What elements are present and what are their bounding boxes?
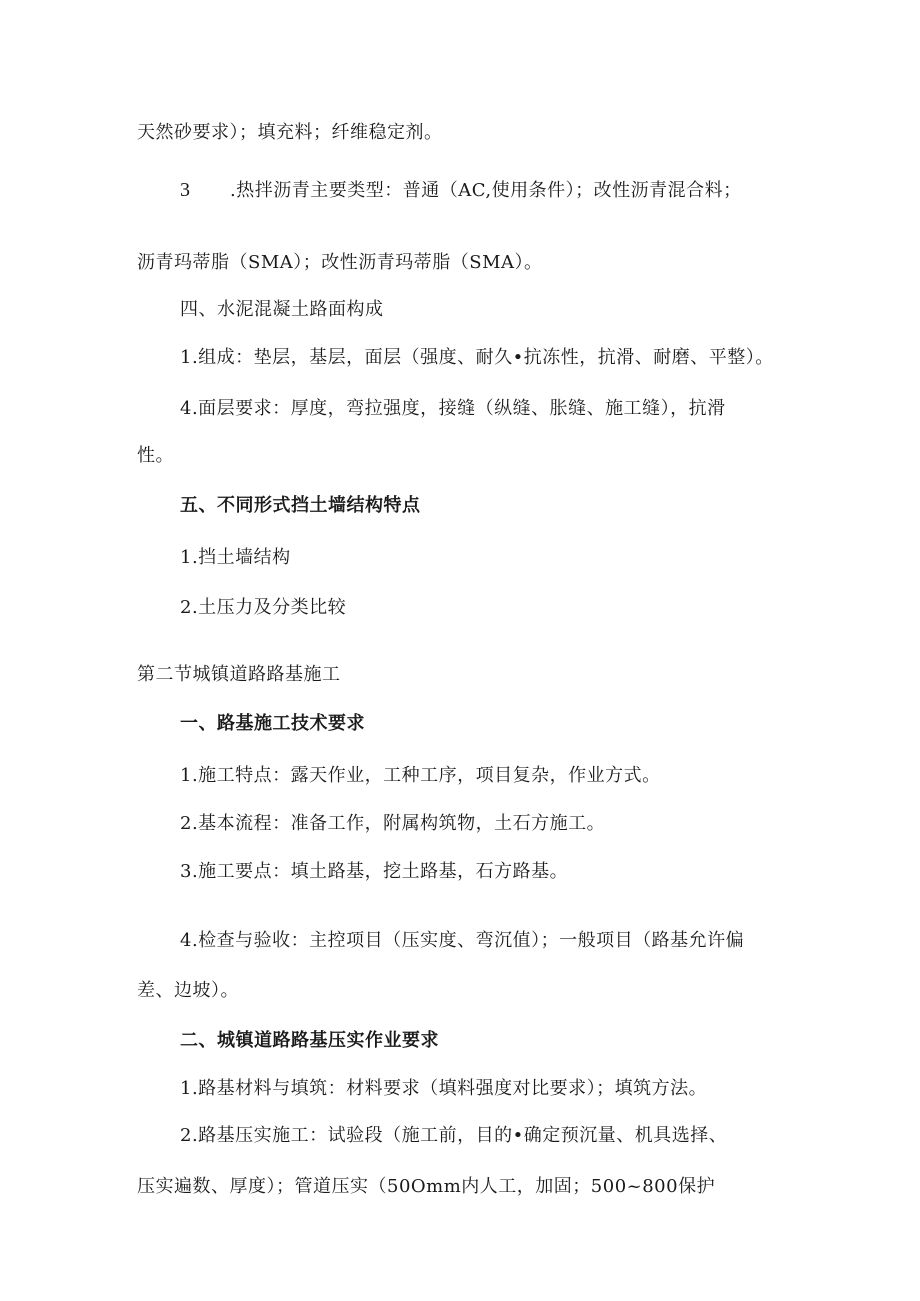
text-line-21: 压实遍数、厚度）；管道压实（50Omm内人工，加固；500~800保护 (137, 1176, 716, 1197)
chapter-heading: 第二节城镇道路路基施工 (137, 664, 341, 685)
text-line-15: 3.施工要点：填土路基，挖土路基，石方路基。 (180, 861, 569, 882)
section-heading-5: 五、不同形式挡土墙结构特点 (180, 495, 421, 516)
text-line-5: 1.组成：垫层，基层，面层（强度、耐久•抗冻性，抗滑、耐磨、平整）。 (180, 347, 774, 368)
text-line-14: 2.基本流程：准备工作，附属构筑物，土石方施工。 (180, 813, 606, 834)
text-line-20: 2.路基压实施工：试验段（施工前，目的•确定预沉量、机具选择、 (180, 1125, 728, 1146)
section-heading-1: 一、路基施工技术要求 (180, 713, 365, 734)
text-line-10: 2.土压力及分类比较 (180, 597, 347, 618)
text-line-13: 1.施工特点：露天作业，工种工序，项目复杂，作业方式。 (180, 765, 661, 786)
text-line-2: .热拌沥青主要类型：普通（AC,使用条件）；改性沥青混合料； (230, 180, 742, 201)
section-heading-2: 二、城镇道路路基压实作业要求 (180, 1030, 439, 1051)
text-line-16: 4.检查与验收：主控项目（压实度、弯沉值）；一般项目（路基允许偏 (180, 930, 745, 951)
section-heading-4: 四、水泥混凝土路面构成 (180, 299, 384, 320)
list-number-3: 3 (180, 179, 191, 201)
text-line-1: 天然砂要求）；填充料；纤维稳定剂。 (137, 122, 443, 143)
text-line-6: 4.面层要求：厚度，弯拉强度，接缝（纵缝、胀缝、施工缝），抗滑 (180, 398, 726, 419)
text-line-17: 差、边坡）。 (137, 980, 239, 1001)
text-line-7: 性。 (137, 445, 174, 466)
text-line-9: 1.挡土墙结构 (180, 547, 291, 568)
text-line-19: 1.路基材料与填筑：材料要求（填料强度对比要求）；填筑方法。 (180, 1078, 708, 1099)
text-line-3: 沥青玛蒂脂（SMA）；改性沥青玛蒂脂（SMA）。 (137, 252, 543, 273)
